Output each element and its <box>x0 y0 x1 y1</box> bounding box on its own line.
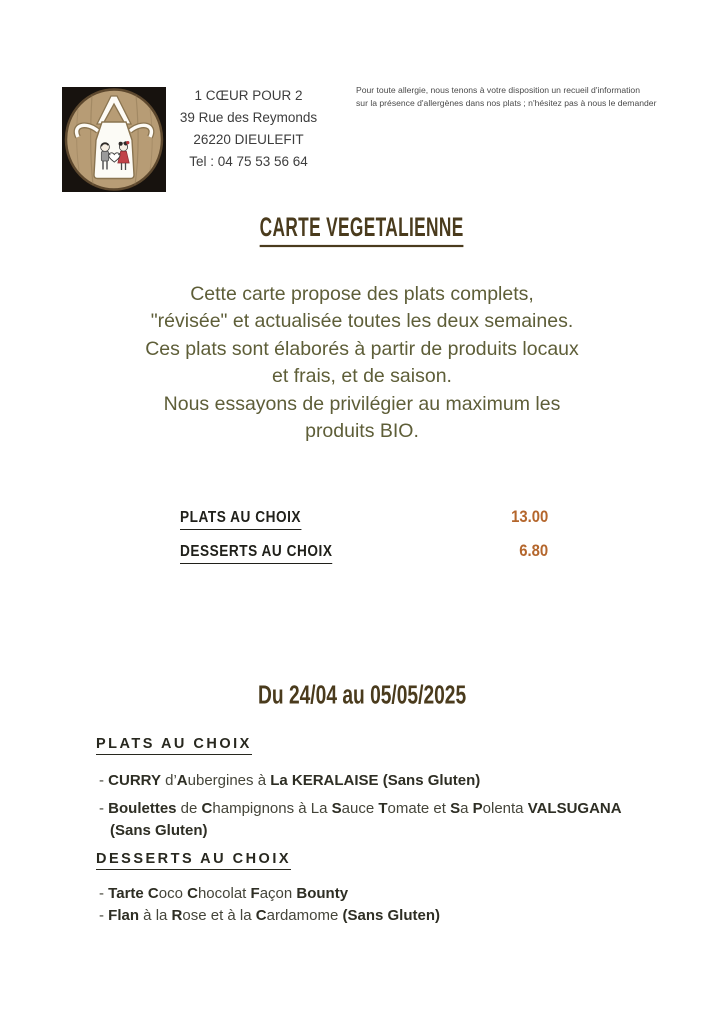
allergy-notice-line1: Pour toute allergie, nous tenons à votre disposition un recueil d'information <box>356 85 640 95</box>
menu-item: - Tarte Coco Chocolat Façon Bounty <box>99 885 349 902</box>
desserts-items <box>96 883 664 926</box>
intro-line: Nous essayons de privilégier au maximum les <box>163 392 561 415</box>
menu-item: - Boulettes de Champignons à La Sauce Tomate et Sa Polenta VALSUGANA (Sans Gluten) <box>99 799 622 839</box>
price-value: 6.80 <box>519 542 548 560</box>
pricing-table <box>180 508 548 576</box>
page-title: CARTE VEGETALIENNE <box>260 213 464 247</box>
plats-items <box>96 770 664 843</box>
price-label: PLATS AU CHOIX <box>180 509 301 530</box>
title-row <box>0 213 724 244</box>
restaurant-apron-logo-icon <box>62 87 166 192</box>
intro-line: et frais, et de saison. <box>272 365 452 388</box>
plats-heading: PLATS AU CHOIX <box>96 736 252 755</box>
intro-paragraph <box>0 281 724 445</box>
price-row <box>180 542 548 564</box>
allergy-notice-line2: sur la présence d'allergènes dans nos plats ; n'hésitez pas à nous le demander <box>356 98 657 108</box>
menu-item: - Flan à la Rose et à la Cardamome (Sans Gluten) <box>99 906 441 924</box>
section-desserts <box>96 850 664 926</box>
price-value: 13.00 <box>510 508 548 526</box>
intro-line: Cette carte propose des plats complets, <box>190 283 534 305</box>
menu-item: - CURRY d’Aubergines à La KERALAISE (Sans Gluten) <box>99 772 481 789</box>
intro-line: produits BIO. <box>305 420 419 443</box>
period-title: Du 24/04 au 05/05/2025 <box>257 681 467 711</box>
desserts-heading: DESSERTS AU CHOIX <box>96 851 291 870</box>
intro-line: Ces plats sont élaborés à partir de produits locaux <box>145 337 579 360</box>
section-plats <box>96 735 664 848</box>
intro-line: "révisée" et actualisée toutes les deux semaines. <box>150 310 574 333</box>
address-street: 39 Rue des Reymonds <box>179 110 318 125</box>
price-row <box>180 508 548 530</box>
address-city: 26220 DIEULEFIT <box>193 132 304 147</box>
restaurant-address-block <box>166 85 331 173</box>
restaurant-name: 1 CŒUR POUR 2 <box>194 88 303 103</box>
price-label: DESSERTS AU CHOIX <box>180 543 332 564</box>
period-row <box>0 681 724 709</box>
allergy-notice <box>356 84 666 110</box>
phone-number: Tel : 04 75 53 56 64 <box>189 154 308 169</box>
